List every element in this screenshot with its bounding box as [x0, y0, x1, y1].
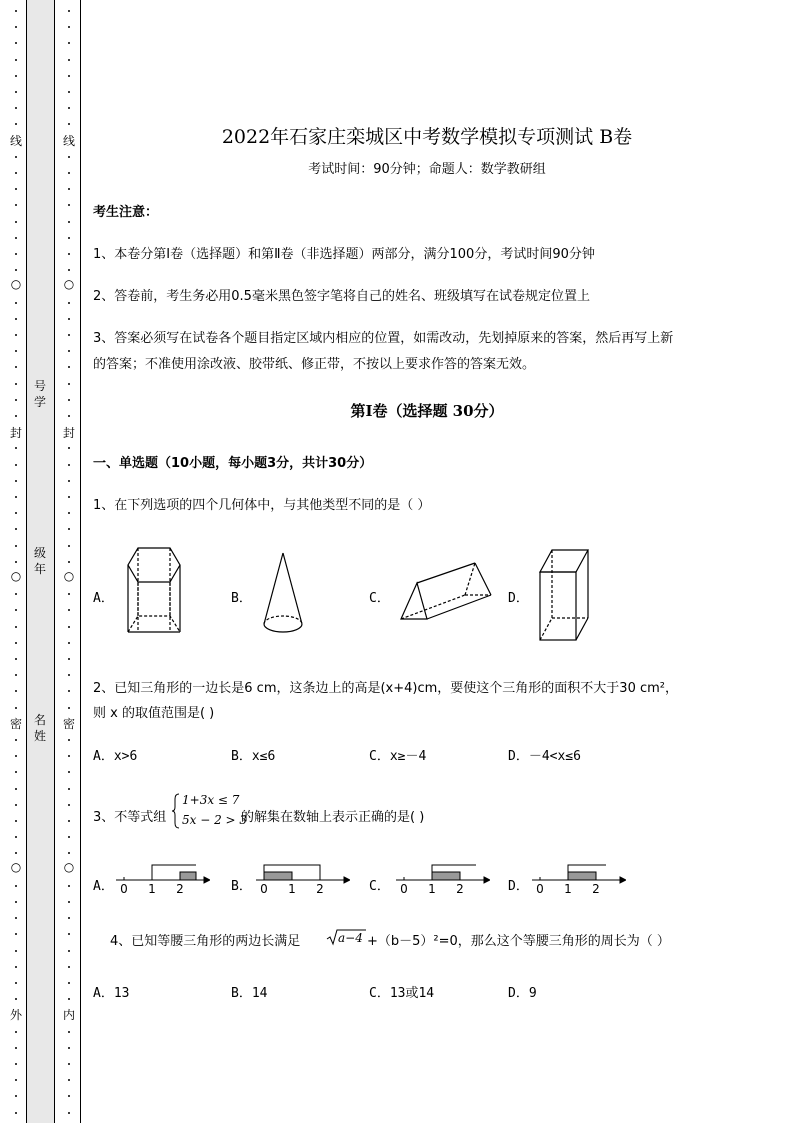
dot — [15, 464, 17, 466]
dot — [68, 334, 70, 336]
dot — [68, 642, 70, 644]
notice-item: 3、答案必须写在试卷各个题目指定区域内相应的位置，如需改动，先划掉原来的答案，然后再写上新 — [93, 331, 674, 346]
tick-label: 2 — [456, 882, 464, 896]
inner-circle: ○ — [63, 277, 75, 291]
dot — [68, 528, 70, 530]
dot — [68, 788, 70, 790]
q3-option-a-label: A． — [93, 879, 114, 894]
dot — [15, 302, 17, 304]
hexagonal-prism-figure — [120, 540, 190, 640]
dot — [15, 609, 17, 611]
outer-label-xian: 线 — [9, 134, 22, 148]
tick-label: 0 — [120, 882, 128, 896]
dot — [15, 237, 17, 239]
q2-option-b: B．x≤6 — [231, 749, 276, 764]
dot — [15, 950, 17, 952]
q1-option-d-label: D． — [508, 591, 529, 606]
dot — [68, 447, 70, 449]
q2-option-c: C．x≥－4 — [369, 749, 427, 764]
dot — [68, 885, 70, 887]
dot — [15, 1031, 17, 1033]
dot — [15, 804, 17, 806]
number-line-c — [394, 860, 490, 898]
tick-label: 0 — [400, 882, 408, 896]
field-name — [32, 712, 48, 744]
outer-label-wai: 外 — [9, 1008, 22, 1022]
dot — [68, 917, 70, 919]
dot — [68, 188, 70, 190]
dot — [15, 658, 17, 660]
dot — [15, 334, 17, 336]
dot — [15, 674, 17, 676]
dot — [68, 545, 70, 547]
tick-label: 1 — [148, 882, 156, 896]
dot — [68, 1079, 70, 1081]
question-3-stem-suffix: 的解集在数轴上表示正确的是( ) — [241, 810, 425, 825]
inner-label-nei: 内 — [62, 1008, 75, 1022]
dot — [15, 59, 17, 61]
notice-item: 1、本卷分第I卷（选择题）和第Ⅱ卷（非选择题）两部分，满分100分，考试时间90分钟 — [93, 247, 595, 262]
dot — [15, 998, 17, 1000]
inner-circle: ○ — [63, 860, 75, 874]
dot — [68, 836, 70, 838]
question-2-stem-line1: 2、已知三角形的一边长是6 cm，这条边上的高是(x+4)cm，要使这个三角形的面积不大于30 cm²， — [93, 681, 678, 696]
q1-option-c-label: C． — [369, 591, 390, 606]
dot — [15, 107, 17, 109]
dot — [68, 512, 70, 514]
q3-option-c-label: C． — [369, 879, 390, 894]
tick-label: 1 — [288, 882, 296, 896]
dot — [68, 253, 70, 255]
part-heading: 一、单选题（10小题，每小题3分，共计30分） — [93, 456, 373, 471]
q4-option-b: B．14 — [231, 986, 268, 1001]
dot — [68, 755, 70, 757]
q3-option-b-label: B． — [231, 879, 252, 894]
dot — [68, 1063, 70, 1065]
dot — [15, 253, 17, 255]
dot — [15, 788, 17, 790]
dot — [15, 771, 17, 773]
tick-label: 1 — [428, 882, 436, 896]
brace-icon — [172, 793, 180, 829]
notice-heading: 考生注意： — [93, 205, 159, 220]
dot — [15, 982, 17, 984]
notice-item: 2、答卷前，考生务必用0.5毫米黑色签字笔将自己的姓名、班级填写在试卷规定位置上 — [93, 289, 590, 304]
dot — [68, 674, 70, 676]
dot — [68, 383, 70, 385]
dot — [15, 885, 17, 887]
dot — [68, 318, 70, 320]
dot — [15, 1112, 17, 1114]
dot — [68, 593, 70, 595]
dot — [15, 528, 17, 530]
dot — [15, 350, 17, 352]
dot — [15, 1063, 17, 1065]
dot — [68, 26, 70, 28]
dot — [15, 447, 17, 449]
dot — [68, 464, 70, 466]
q4-option-d: D．9 — [508, 986, 537, 1001]
dot — [15, 496, 17, 498]
dot — [68, 626, 70, 628]
dot — [68, 739, 70, 741]
q4-option-c: C．13或14 — [369, 986, 435, 1001]
dot — [68, 237, 70, 239]
section-title: 第I卷（选择题 30分） — [350, 402, 504, 420]
triangular-prism-figure — [395, 555, 500, 627]
dot — [15, 545, 17, 547]
dot — [15, 707, 17, 709]
dot — [15, 642, 17, 644]
dot — [15, 383, 17, 385]
outer-label-feng: 封 — [9, 426, 22, 440]
dot — [68, 771, 70, 773]
dot — [15, 204, 17, 206]
field-char: 年 — [33, 562, 46, 576]
outer-circle: ○ — [10, 860, 22, 874]
dot — [68, 658, 70, 660]
radicand: a−4 — [338, 931, 363, 945]
dot — [68, 269, 70, 271]
dot — [68, 707, 70, 709]
system-line-1: 1+3x ≤ 7 — [182, 793, 240, 807]
dot — [68, 998, 70, 1000]
dot — [15, 42, 17, 44]
number-line-d — [530, 860, 626, 898]
tick-label: 2 — [176, 882, 184, 896]
tick-label: 2 — [592, 882, 600, 896]
dot — [15, 561, 17, 563]
tick-label: 0 — [260, 882, 268, 896]
dot — [68, 1095, 70, 1097]
dot — [68, 804, 70, 806]
dot — [68, 221, 70, 223]
inner-circle: ○ — [63, 569, 75, 583]
q2-option-a: A．x>6 — [93, 749, 138, 764]
field-char: 号 — [33, 379, 46, 393]
dot — [15, 10, 17, 12]
dot — [15, 318, 17, 320]
dot — [68, 10, 70, 12]
outer-label-mi: 密 — [9, 717, 22, 731]
inner-label-feng: 封 — [62, 426, 75, 440]
field-char: 学 — [33, 395, 46, 409]
inner-label-mi: 密 — [62, 717, 75, 731]
dot — [68, 820, 70, 822]
dot — [68, 204, 70, 206]
dot — [68, 496, 70, 498]
dot — [68, 480, 70, 482]
dot — [15, 1047, 17, 1049]
dot — [68, 933, 70, 935]
dot — [68, 1112, 70, 1114]
q2-option-d: D．－4<x≤6 — [508, 749, 581, 764]
page-subtitle: 考试时间：90分钟；命题人：数学教研组 — [308, 162, 546, 177]
dot — [68, 561, 70, 563]
dot — [68, 609, 70, 611]
dot — [15, 26, 17, 28]
question-4-stem-prefix: 4、已知等腰三角形的两边长满足 — [110, 934, 301, 949]
notice-item: 的答案；不准使用涂改液、胶带纸、修正带，不按以上要求作答的答案无效。 — [93, 357, 536, 372]
q1-option-a-label: A． — [93, 591, 114, 606]
dot — [68, 75, 70, 77]
dot — [68, 366, 70, 368]
dot — [68, 107, 70, 109]
dot — [68, 1031, 70, 1033]
dot — [68, 982, 70, 984]
dot — [15, 1079, 17, 1081]
outer-circle: ○ — [10, 277, 22, 291]
dot — [68, 91, 70, 93]
dot — [68, 350, 70, 352]
dot — [68, 690, 70, 692]
field-char: 姓 — [33, 729, 46, 743]
dot — [68, 1047, 70, 1049]
cone-figure — [258, 548, 308, 640]
dot — [15, 91, 17, 93]
dot — [15, 966, 17, 968]
dot — [68, 966, 70, 968]
dot — [15, 626, 17, 628]
dot — [15, 820, 17, 822]
system-line-2: 5x − 2 > 3 — [182, 813, 248, 827]
dot — [15, 690, 17, 692]
dot — [15, 836, 17, 838]
dot — [15, 480, 17, 482]
dot — [68, 42, 70, 44]
dot — [68, 950, 70, 952]
dot — [68, 302, 70, 304]
dot — [15, 917, 17, 919]
dot — [15, 366, 17, 368]
inner-label-xian: 线 — [62, 134, 75, 148]
dot — [15, 901, 17, 903]
dot — [15, 1095, 17, 1097]
question-3-stem-prefix: 3、不等式组 — [93, 810, 167, 825]
number-line-b — [254, 860, 350, 898]
number-line-a — [114, 860, 210, 898]
question-1-stem: 1、在下列选项的四个几何体中，与其他类型不同的是（ ） — [93, 498, 431, 513]
dot — [15, 755, 17, 757]
tick-label: 2 — [316, 882, 324, 896]
dot — [15, 739, 17, 741]
tick-label: 0 — [536, 882, 544, 896]
dot — [68, 59, 70, 61]
tick-label: 1 — [564, 882, 572, 896]
outer-circle: ○ — [10, 569, 22, 583]
field-char: 名 — [33, 713, 46, 727]
dot — [15, 269, 17, 271]
page-title: 2022年石家庄栾城区中考数学模拟专项测试 B卷 — [221, 126, 633, 148]
dot — [15, 852, 17, 854]
rectangular-prism-figure — [536, 544, 596, 644]
field-grade — [32, 545, 48, 577]
q1-option-b-label: B． — [231, 591, 252, 606]
dot — [15, 593, 17, 595]
question-4-stem-suffix: +（b－5）²=0，那么这个等腰三角形的周长为（ ） — [367, 934, 670, 949]
dot — [15, 75, 17, 77]
field-char: 级 — [33, 546, 46, 560]
dot — [15, 512, 17, 514]
dot — [15, 933, 17, 935]
q4-option-a: A．13 — [93, 986, 130, 1001]
dot — [15, 188, 17, 190]
dot — [68, 901, 70, 903]
question-2-stem-line2: 则 x 的取值范围是( ) — [93, 706, 215, 721]
dot — [15, 221, 17, 223]
q3-option-d-label: D． — [508, 879, 529, 894]
dot — [68, 852, 70, 854]
